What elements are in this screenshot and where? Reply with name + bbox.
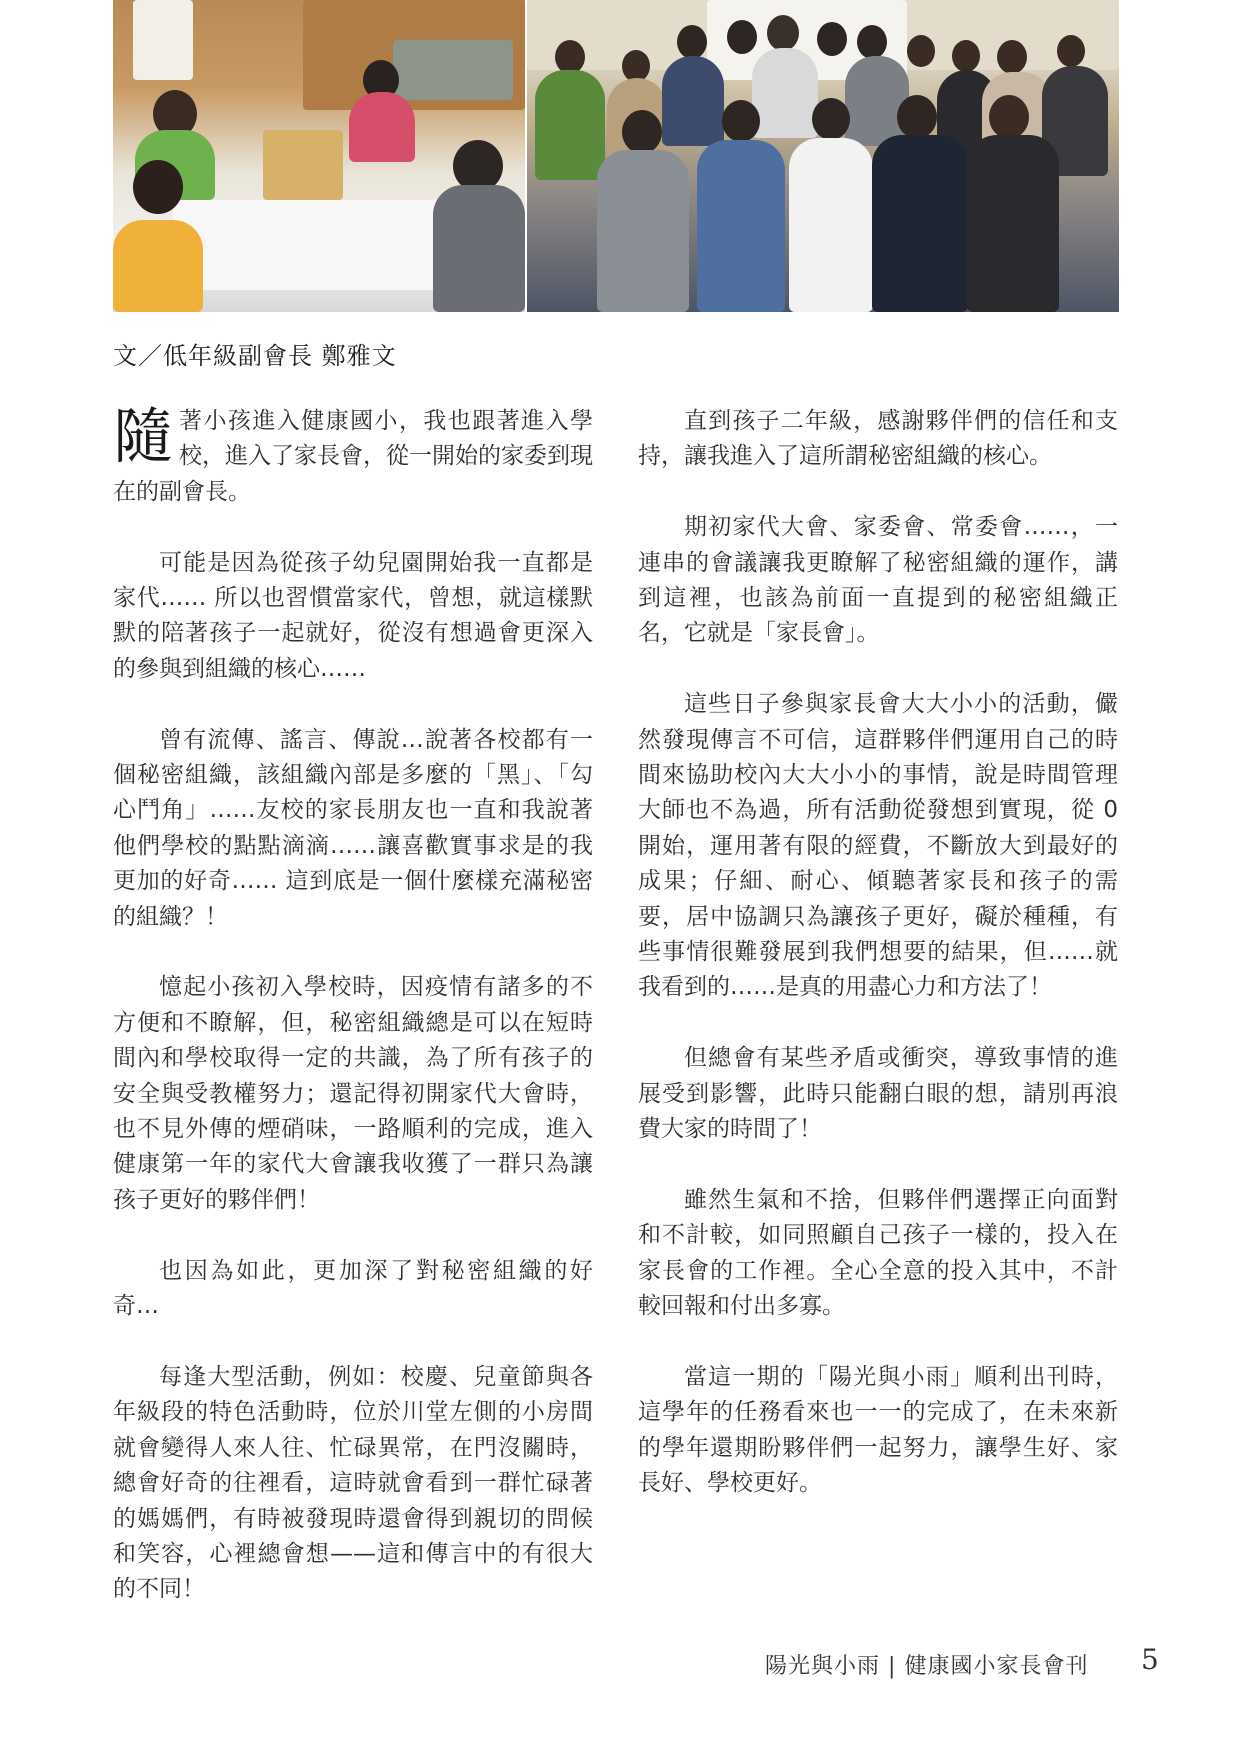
paragraph: 雖然生氣和不捨，但夥伴們選擇正向面對和不計較，如同照顧自己孩子一樣的，投入在家長會的工作裡。全心全意的投入其中，不計較回報和付出多寡。 — [638, 1186, 1118, 1320]
paragraph: 憶起小孩初入學校時，因疫情有諸多的不方便和不瞭解，但，秘密組織總是可以在短時間內和學校取得一定的共識，為了所有孩子的安全與受教權努力；還記得初開家代大會時，也不見外傳的煙硝味，一路順利的完成，進入健康第一年的家代大會讓我收獲了一群只為讓孩子更好的夥伴們！ — [113, 974, 593, 1213]
running-footer — [765, 1649, 1088, 1680]
publication-subtitle: 健康國小家長會刊 — [904, 1654, 1089, 1679]
article-column-left — [113, 404, 593, 1643]
paragraph: 也因為如此，更加深了對秘密組織的好奇… — [113, 1257, 593, 1320]
paragraph: 但總會有某些矛盾或衝突，導致事情的進展受到影響，此時只能翻白眼的想，請別再浪費大家的時間了！ — [638, 1045, 1118, 1143]
paragraph: 直到孩子二年級，感謝夥伴們的信任和支持，讓我進入了這所謂秘密組織的核心。 — [638, 408, 1118, 470]
paragraph: 曾有流傳、謠言、傳說…說著各校都有一個秘密組織，該組織內部是多麼的「黑」、「勾心鬥角」……友校的家長朋友也一直和我說著他們學校的點點滴滴……讓喜歡實事求是的我更加的好奇…… 這到底是一個什麼樣充滿秘密的組織？！ — [113, 726, 593, 930]
paragraph: 可能是因為從孩子幼兒園開始我一直都是家代…… 所以也習慣當家代，曾想，就這樣默默的陪著孩子一起就好，從沒有想過會更深入的參與到組織的核心…… — [113, 549, 593, 682]
paragraph: 期初家代大會、家委會、常委會……，一連串的會議讓我更瞭解了秘密組織的運作，講到這裡，也該為前面一直提到的秘密組織正名，它就是「家長會」。 — [638, 514, 1118, 647]
photo-group-members — [527, 0, 1119, 312]
author-byline: 文／低年級副會長 鄭雅文 — [113, 342, 397, 370]
paragraph: 每逢大型活動，例如：校慶、兒童節與各年級段的特色活動時，位於川堂左側的小房間就會變得人來人往、忙碌異常，在門沒關時，總會好奇的往裡看，這時就會看到一群忙碌著的媽媽們，有時被發現時還會得到親切的問候和笑容，心裡總會想——這和傳言中的有很大的不同！ — [113, 1363, 593, 1603]
article-column-right — [638, 404, 1118, 1537]
paragraph: 當這一期的「陽光與小雨」順利出刊時，這學年的任務看來也一一的完成了，在未來新的學年還期盼夥伴們一起努力，讓學生好、家長好、學校更好。 — [638, 1363, 1118, 1497]
drop-cap: 隨 — [113, 402, 173, 472]
page-number: 5 — [1141, 1643, 1159, 1676]
paragraph: 這些日子參與家長會大大小小的活動，儼然發現傳言不可信，這群夥伴們運用自己的時間來協助校內大大小小的事情，說是時間管理大師也不為過，所有活動從發想到實現，從 0 開始，運用著有限的經費，不斷放大到最好的成果；仔細、耐心、傾聽著家長和孩子的需要，居中協調只為讓孩子更好，礙於種種，有些事情很難發展到我們想要的結果，但……就我看到的……是真的用盡心力和方法了！ — [638, 691, 1118, 1001]
photo-volunteers-working — [113, 0, 525, 312]
footer-separator: | — [888, 1654, 897, 1679]
paragraph: 隨著小孩進入健康國小，我也跟著進入學校，進入了家長會，從一開始的家委到現在的副會長。 — [113, 402, 593, 505]
publication-name: 陽光與小雨 — [765, 1654, 881, 1679]
